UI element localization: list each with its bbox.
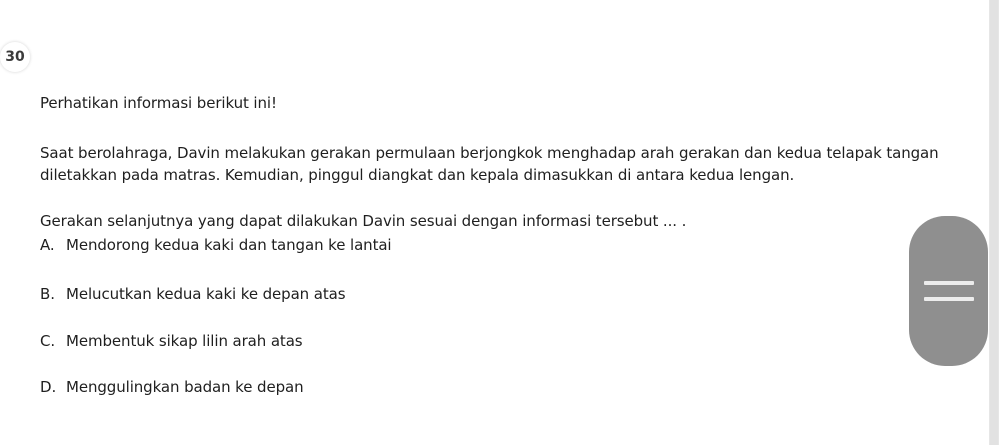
question-intro: Perhatikan informasi berikut ini! — [40, 94, 277, 112]
option-text: Melucutkan kedua kaki ke depan atas — [66, 285, 346, 303]
floating-menu-button[interactable] — [909, 216, 988, 366]
question-number-badge: 30 — [0, 42, 30, 72]
option-b[interactable] — [40, 283, 345, 305]
question-scenario: Saat berolahraga, Davin melakukan gerakan permulaan berjongkok menghadap arah gerakan dan kedua telapak tangan diletakkan pada matras. Kemudian, pinggul diangkat dan kepala dimasukkan di antara kedua lengan. — [40, 144, 939, 184]
option-c[interactable] — [40, 330, 303, 352]
scrollbar-thumb[interactable] — [990, 0, 998, 445]
option-text: Mendorong kedua kaki dan tangan ke lantai — [66, 236, 392, 254]
option-letter: D. — [40, 378, 57, 396]
option-letter: B. — [40, 285, 55, 303]
vertical-scrollbar[interactable] — [989, 0, 999, 445]
option-letter: C. — [40, 332, 56, 350]
menu-lines-icon — [924, 278, 974, 304]
question-stem: Gerakan selanjutnya yang dapat dilakukan Davin sesuai dengan informasi tersebut ... . — [40, 212, 687, 230]
option-letter: A. — [40, 236, 55, 254]
option-a[interactable] — [40, 234, 392, 256]
option-text: Menggulingkan badan ke depan — [66, 378, 304, 396]
option-d[interactable] — [40, 376, 304, 398]
option-text: Membentuk sikap lilin arah atas — [66, 332, 303, 350]
